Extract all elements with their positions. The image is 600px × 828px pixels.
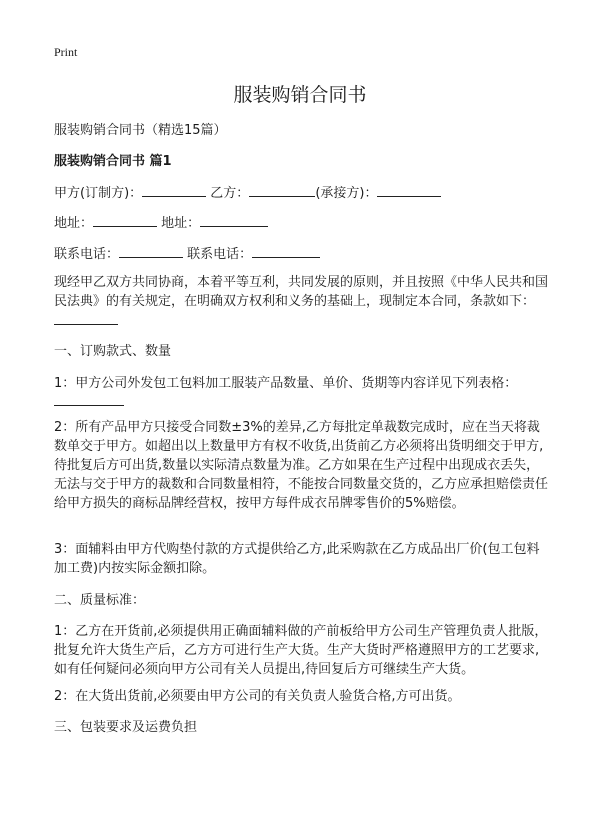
party-b-role-blank [377,183,441,197]
phone-line [54,244,550,264]
order-item-2: 2：所有产品甲方只接受合同数±3%的差异,乙方每批定单裁数完成时，应在当天将裁数单交于甲方。如超出以上数量甲方有权不收货,出货前乙方必须将出货明细交于甲方,待批复后方可出货,数量以实际清点数量为准。乙方如果在生产过程中出现成衣丢失，无法与交于甲方的裁数和合同数量相符，不能按合同数量交货的，乙方应承担赔偿责任给甲方损失的商标品牌经营权，按甲方每件成衣吊牌零售价的5%赔偿。 [54,420,549,511]
order-item-1: 1：甲方公司外发包工包料加工服装产品数量、单价、货期等内容详见下列表格： [54,376,518,391]
section-2-heading: 二、质量标准： [54,593,146,608]
quality-item-2: 2：在大货出货前,必须要由甲方公司的有关负责人验货合格,方可出货。 [54,689,461,704]
order-item-1-table-line [54,404,550,406]
section-1-heading: 一、订购款式、数量 [54,344,172,359]
intro-paragraph [54,273,550,331]
section-heading: 服装购销合同书 篇1 [54,154,172,169]
intro-blank [54,311,118,325]
phone-b-label: 联系电话： [187,247,253,262]
address-b-blank [200,213,268,227]
document-title: 服装购销合同书 [233,84,367,106]
print-label: Print [54,45,78,59]
table-blank-line [54,404,124,406]
address-b-label: 地址： [161,216,201,231]
party-line [54,183,550,203]
quality-item-1: 1：乙方在开货前,必须提供用正确面辅料做的产前板给甲方公司生产管理负责人批版，批复允许大货生产后，乙方方可进行生产大货。生产大货时严格遵照甲方的工艺要求,如有任何疑问必须向甲方公司有关人员提出,待回复后方可继续生产大货。 [54,624,548,677]
phone-a-label: 联系电话： [54,247,120,262]
section-3-heading: 三、包装要求及运费负担 [54,720,198,735]
order-item-3: 3：面辅料由甲方代购垫付款的方式提供给乙方,此采购款在乙方成品出厂价(包工包料加工费)内按实际金额扣除。 [54,542,540,576]
phone-b-blank [252,244,320,258]
party-a-blank [142,183,206,197]
party-b-role: (承接方)： [315,186,378,201]
intro-text: 现经甲乙双方共同协商，本着平等互利，共同发展的原则，并且按照《中华人民共和国民法典》的有关规定，在明确双方权利和义务的基础上，现制定本合同，条款如下： [54,275,549,309]
party-b-label: 乙方： [210,186,250,201]
address-a-blank [93,213,157,227]
address-line [54,213,550,233]
address-a-label: 地址： [54,216,94,231]
party-a-label: 甲方(订制方)： [54,186,143,201]
document-subtitle: 服装购销合同书（精选15篇） [54,123,227,138]
phone-a-blank [119,244,183,258]
party-b-blank [249,183,315,197]
